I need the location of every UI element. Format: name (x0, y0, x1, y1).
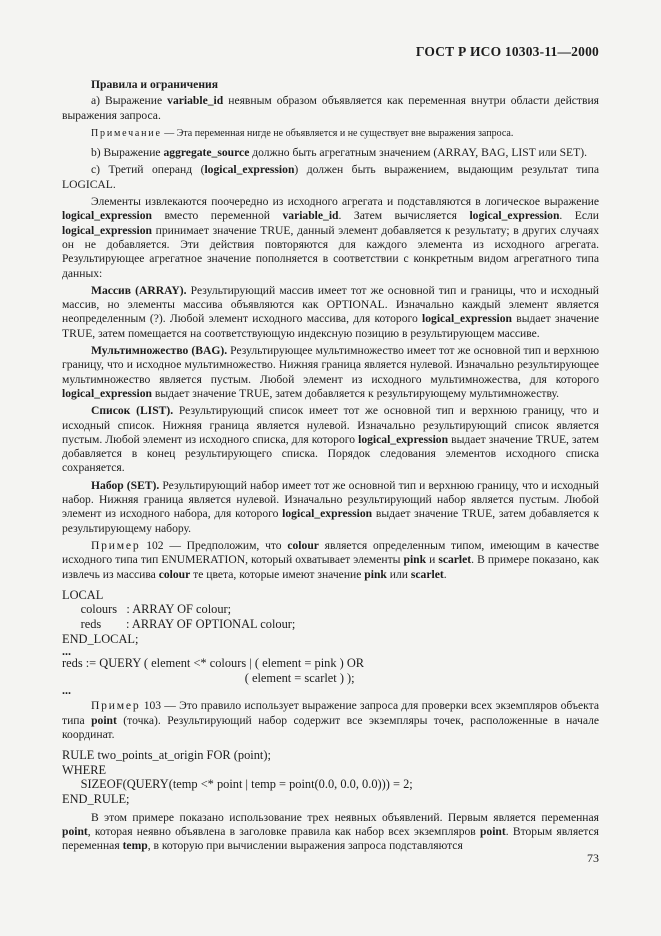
item-a: a) Выражение variable_id неявным образом объявляется как переменная внутри области действия выражения запроса. (62, 94, 599, 122)
item-b: b) Выражение aggregate_source должно быть агрегатным значением (ARRAY, BAG, LIST или SET). (91, 146, 587, 160)
paragraph-array: Массив (ARRAY). Результирующий массив имеет тот же основной тип и границы, что и исходный массив, но элементы массива объявляются как OPTIONAL. Изначально каждый элемент является неопределенным (?). Любой элемент исходного массива, для которого logical_expression выдает значение TRUE, затем помещается на соответствующую индексную позицию в результирующем массиве. (62, 283, 599, 340)
page-number: 73 (587, 851, 599, 865)
code-line: reds := QUERY ( element <* colours | ( element = pink ) OR (62, 656, 365, 671)
example-103: Пример 103 — Это правило использует выражение запроса для проверки всех экземпляров объекта типа point (точка). Результирующий набор содержит все экземпляры точек, расположенные в начале координат. (62, 699, 600, 741)
code-line: END_LOCAL; (62, 631, 139, 646)
paragraph-bag: Мультимножество (BAG). Результирующее мультимножество имеет тот же основной тип и верхнюю границу, что и исходное мультимножество. Нижняя граница является нулевой. Изначально результирующее мультимножество является пустым. Любой элемент из исходного мультимножества, для которого logical_expression выдает значение TRUE, затем добавляется к результирующему мультимножеству. (62, 344, 599, 400)
ellipsis: ... (62, 644, 71, 659)
code-line: WHERE (62, 762, 107, 777)
page-content (62, 78, 599, 857)
code-line: END_RULE; (62, 792, 130, 807)
section-heading: Правила и ограничения (91, 78, 218, 91)
code-line: SIZEOF(QUERY(temp <* point | temp = point(0.0, 0.0, 0.0))) = 2; (62, 777, 413, 792)
code-line: ( element = scarlet ) ); (62, 670, 355, 685)
code-line: RULE two_points_at_origin FOR (point); (62, 748, 271, 763)
paragraph-implicit: В этом примере показано использование трех неявных объявлений. Первым является переменная point, которая неявно объявлена в заголовке правила как набор всех экземпляров point. Вторым является переменная temp, в которую при вычислении выражения запроса подставляются (62, 810, 599, 853)
paragraph-set: Набор (SET). Результирующий набор имеет тот же основной тип и верхнюю границу, что и исходный набор. Нижняя граница является нулевой. Изначально результирующий набор является пустым. Любой элемент из исходного набора, для которого logical_expression выдает значение TRUE, затем добавляется к результирующему набору. (62, 478, 600, 535)
example-102: Пример 102 — Предположим, что colour является определенным типом, имеющим в качестве исходного типа тип ENUMERATION, который охватывает элементы pink и scarlet. В примере показано, как извлечь из массива colour те цвета, которые имеют значение pink или scarlet. (62, 538, 600, 581)
code-line: LOCAL (62, 587, 104, 602)
paragraph-list: Список (LIST). Результирующий список имеет тот же основной тип и верхнюю границу, что и исходный список. Нижняя граница является нулевой. Изначально результирующий список является пустым. Любой элемент из исходного списка, для которого logical_expression выдает значение TRUE, затем добавляется в конец результирующего списка. Порядок следования элементов исходного списка сохраняется. (62, 404, 599, 475)
code-line: colours : ARRAY OF colour; (62, 602, 232, 617)
note: Примечание — Эта переменная нигде не объявляется и не существует вне выражения запроса. (91, 127, 514, 139)
ellipsis: ... (62, 683, 71, 698)
page-header: ГОСТ Р ИСО 10303-11—2000 (415, 44, 599, 59)
code-line: reds : ARRAY OF OPTIONAL colour; (62, 616, 296, 631)
item-c: c) Третий операнд (logical_expression) должен быть выражением, выдающим результат типа LOGICAL. (62, 163, 599, 191)
paragraph-elements: Элементы извлекаются поочередно из исходного агрегата и подставляются в логическое выражение logical_expression вместо переменной variable_id. Затем вычисляется logical_expression. Если logical_expression принимает значение TRUE, данный элемент добавляется к результату; в других случаях он не добавляется. Эти действия повторяются для каждого элемента из исходного агрегата. Результирующее агрегатное значение пополняется в соответствии с конкретным видом агрегатного типа данных: (62, 195, 599, 280)
code-block-rule (62, 748, 599, 806)
code-block-local (62, 588, 599, 696)
